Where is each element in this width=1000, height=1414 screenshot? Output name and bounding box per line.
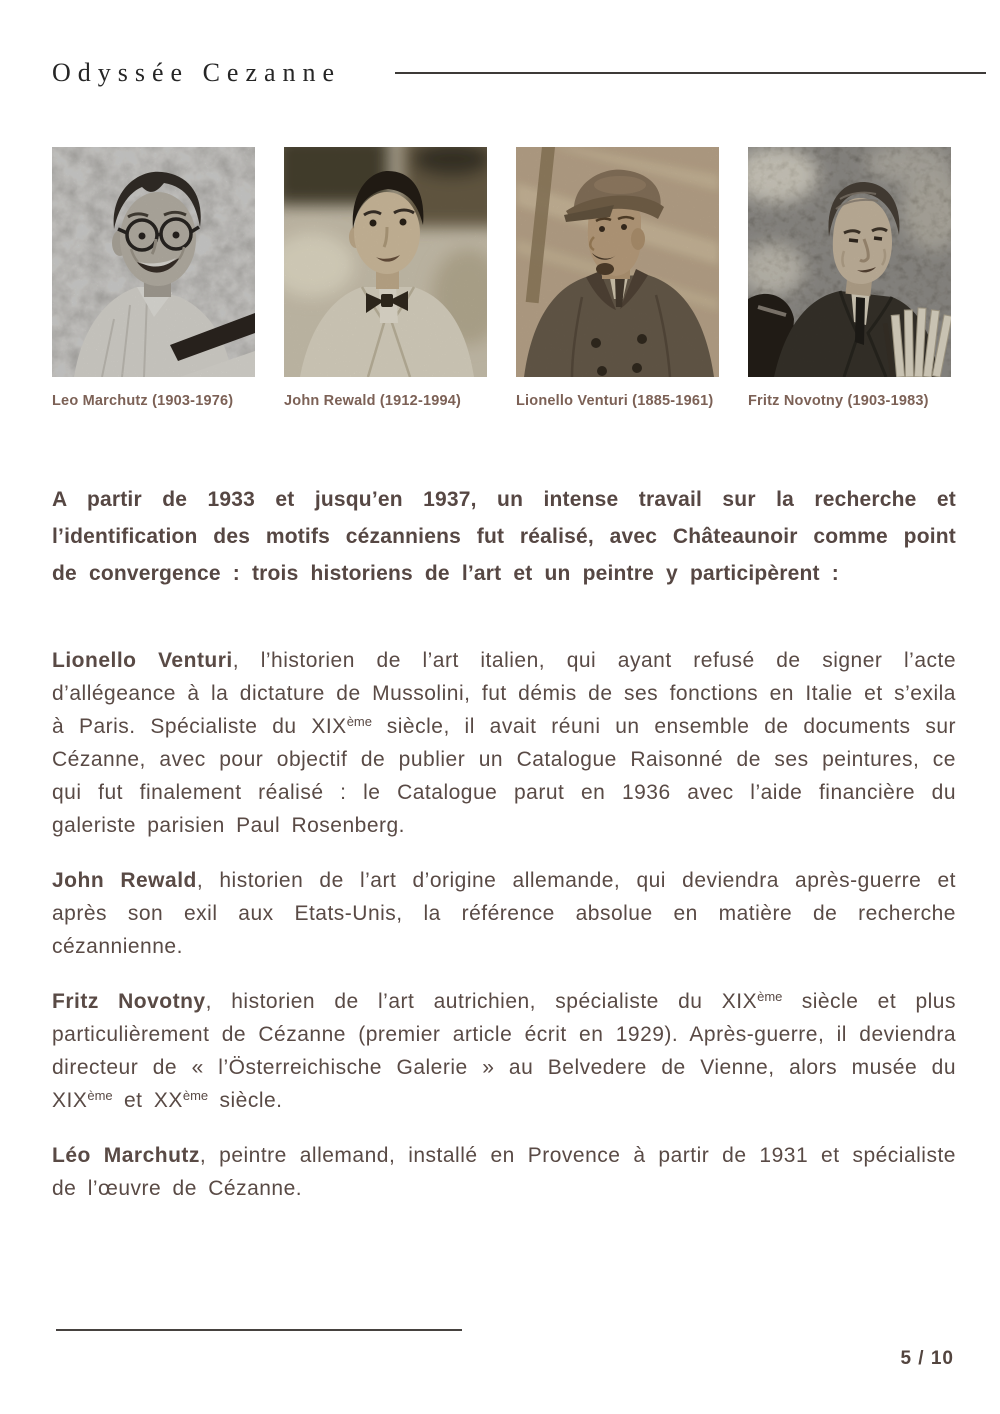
paragraph-text: , historien de l’art autrichien, spécialiste du XIX	[205, 990, 758, 1013]
portrait-caption-john-rewald: John Rewald (1912-1994)	[284, 393, 462, 409]
intro-paragraph: A partir de 1933 et jusqu’en 1937, un intense travail sur la recherche et l’identification des motifs cézanniens fut réalisé, avec Châteaunoir comme point de convergence : trois historiens de l’art et un peintre y participèrent :	[52, 488, 956, 585]
body-paragraphs	[52, 644, 956, 1205]
person-name: Léo Marchutz	[52, 1144, 200, 1167]
paragraph	[52, 1139, 956, 1205]
ordinal-superscript: ème	[757, 989, 783, 1004]
paragraph	[52, 985, 956, 1117]
lionello-venturi-photo-illustration	[516, 147, 719, 377]
person-name: John Rewald	[52, 869, 197, 892]
portrait-caption-fritz-novotny: Fritz Novotny (1903-1983)	[748, 393, 929, 409]
paragraph-text: siècle.	[208, 1089, 283, 1112]
ordinal-superscript: ème	[87, 1088, 113, 1103]
footnote-rule	[56, 1329, 462, 1331]
page-header	[0, 0, 1000, 89]
portrait-gallery	[52, 147, 1000, 409]
paragraph	[52, 864, 956, 963]
paragraph-text: et XX	[112, 1089, 183, 1112]
john-rewald-photo-illustration	[284, 147, 487, 377]
paragraph-text: siècle et plus particulièrement de Cézanne (premier article écrit en 1929). Après-guerre, il deviendra directeur de « l’Österreichische Galerie » au Belvedere de Vienne, alors musée du XIX	[52, 990, 956, 1112]
portrait-figure-fritz-novotny	[748, 147, 951, 409]
ordinal-superscript: ème	[346, 714, 372, 729]
paragraph-text: siècle, il avait réuni un ensemble de documents sur Cézanne, avec pour objectif de publier un Catalogue Raisonné de ses peintures, ce qui fut finalement réalisé : le Catalogue parut en 1936 avec l’aide financière du galeriste parisien Paul Rosenberg.	[52, 715, 956, 837]
paragraph-text: , historien de l’art d’origine allemande, qui deviendra après-guerre et après son exil aux Etats-Unis, la référence absolue en matière de recherche cézannienne.	[52, 869, 956, 958]
portrait-caption-leo-marchutz: Leo Marchutz (1903-1976)	[52, 393, 234, 409]
fritz-novotny-photo-illustration	[748, 147, 951, 377]
header-rule	[395, 72, 986, 74]
person-name: Lionello Venturi	[52, 649, 233, 672]
ordinal-superscript: ème	[182, 1088, 209, 1103]
page-title: Odyssée Cezanne	[52, 58, 342, 87]
paragraph	[52, 644, 956, 842]
page-number: 5 / 10	[900, 1348, 954, 1369]
portrait-figure-leo-marchutz	[52, 147, 255, 409]
paragraph-text: , l’historien de l’art italien, qui ayant refusé de signer l’acte d’allégeance à la dictature de Mussolini, fut démis de ses fonctions en Italie et s’exila à Paris. Spécialiste du XIX	[52, 649, 957, 738]
portrait-figure-john-rewald	[284, 147, 487, 409]
person-name: Fritz Novotny	[52, 990, 206, 1013]
portrait-caption-lionello-venturi: Lionello Venturi (1885-1961)	[516, 393, 714, 409]
portrait-photo-john-rewald	[284, 147, 487, 377]
portrait-photo-leo-marchutz	[52, 147, 255, 377]
portrait-photo-fritz-novotny	[748, 147, 951, 377]
paragraph-text: , peintre allemand, installé en Provence à partir de 1931 et spécialiste de l’œuvre de Cézanne.	[52, 1144, 956, 1200]
leo-marchutz-photo-illustration	[52, 147, 255, 377]
portrait-figure-lionello-venturi	[516, 147, 719, 409]
portrait-photo-lionello-venturi	[516, 147, 719, 377]
